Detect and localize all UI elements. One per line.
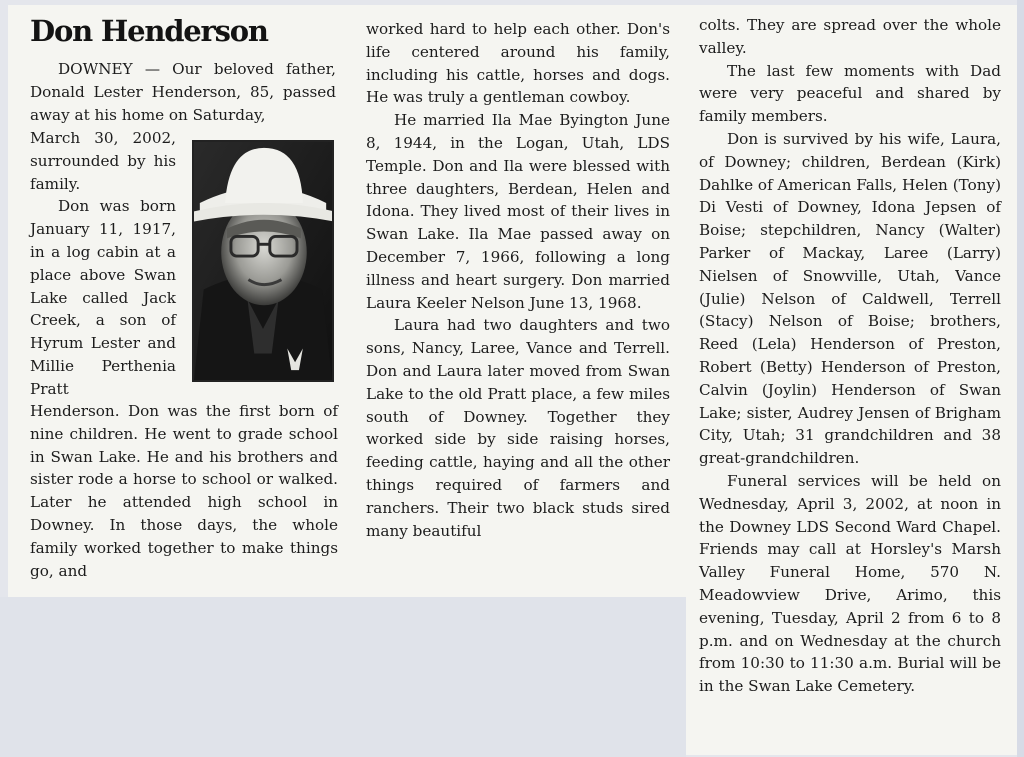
obituary-headline: Don Henderson xyxy=(30,14,268,48)
paragraph-childhood: Henderson. Don was the first born of nine children. He went to grade school in Swan Lake. He and his brothers and sister rode a horse to school or walked. Later he attended high school in Downey. In those days, the whole family worked together to make things go, and xyxy=(30,402,338,580)
paragraph-ranching: Laura had two daughters and two sons, Nancy, Laree, Vance and Terrell. Don and Laura later moved from Swan Lake to the old Pratt place, a few miles south of Downey. Together they worked side by side raising horses, feeding cattle, haying and all the other things required of farmers and ranchers. Their two black studs sired many beautiful xyxy=(366,316,670,540)
paragraph-colts: colts. They are spread over the whole valley. xyxy=(699,16,1001,57)
column-1-intro xyxy=(30,58,336,126)
scan-background xyxy=(0,597,686,757)
paragraph-last-moments: The last few moments with Dad were very peaceful and shared by family members. xyxy=(699,61,1001,126)
paragraph-marriages: He married Ila Mae Byington June 8, 1944, in the Logan, Utah, LDS Temple. Don and Ila were blessed with three daughters, Berdean, Helen and Idona. They lived most of their lives in Swan Lake. Ila Mae passed away on December 7, 1966, following a long illness and heart surgery. Don married Laura Keeler Nelson June 13, 1968. xyxy=(366,111,670,312)
paragraph-intro-continued: March 30, 2002, surrounded by his family. xyxy=(30,129,176,193)
paragraph-family-life: worked hard to help each other. Don's life centered around his family, including his cattle, horses and dogs. He was truly a gentleman cowboy. xyxy=(366,20,670,107)
column-3 xyxy=(699,14,1001,698)
column-1-beside-photo xyxy=(30,127,176,401)
paragraph-intro: DOWNEY — Our beloved father, Donald Lester Henderson, 85, passed away at his home on Saturday, xyxy=(30,60,336,124)
portrait-image xyxy=(194,142,332,380)
paragraph-funeral-services: Funeral services will be held on Wednesday, April 3, 2002, at noon in the Downey LDS Second Ward Chapel. Friends may call at Horsley's Marsh Valley Funeral Home, 570 N. Meadowview Drive, Arimo, this evening, Tuesday, April 2 from 6 to 8 p.m. and on Wednesday at the church from 10:30 to 11:30 a.m. Burial will be in the Swan Lake Cemetery. xyxy=(699,471,1001,696)
paragraph-survivors: Don is survived by his wife, Laura, of Downey; children, Berdean (Kirk) Dahlke of American Falls, Helen (Tony) Di Vesti of Downey, Idona Jepsen of Boise; stepchildren, Nancy (Walter) Parker of Mackay, Laree (Larry) Nielsen of Snowville, Utah, Vance (Julie) Nelson of Caldwell, Terrell (Stacy) Nelson of Boise; brothers, Reed (Lela) Henderson of Preston, Robert (Betty) Henderson of Preston, Calvin (Joylin) Henderson of Swan Lake; sister, Audrey Jensen of Brigham City, Utah; 31 grandchildren and 38 great-grandchildren. xyxy=(699,129,1001,468)
column-1-continued xyxy=(30,400,338,582)
paragraph-birth: Don was born January 11, 1917, in a log cabin at a place above Swan Lake called Jack Creek, a son of Hyrum Lester and Millie Perthenia Pratt xyxy=(30,197,176,398)
scan-edge xyxy=(1017,0,1024,757)
portrait-photo xyxy=(192,140,334,382)
column-2 xyxy=(366,18,670,542)
